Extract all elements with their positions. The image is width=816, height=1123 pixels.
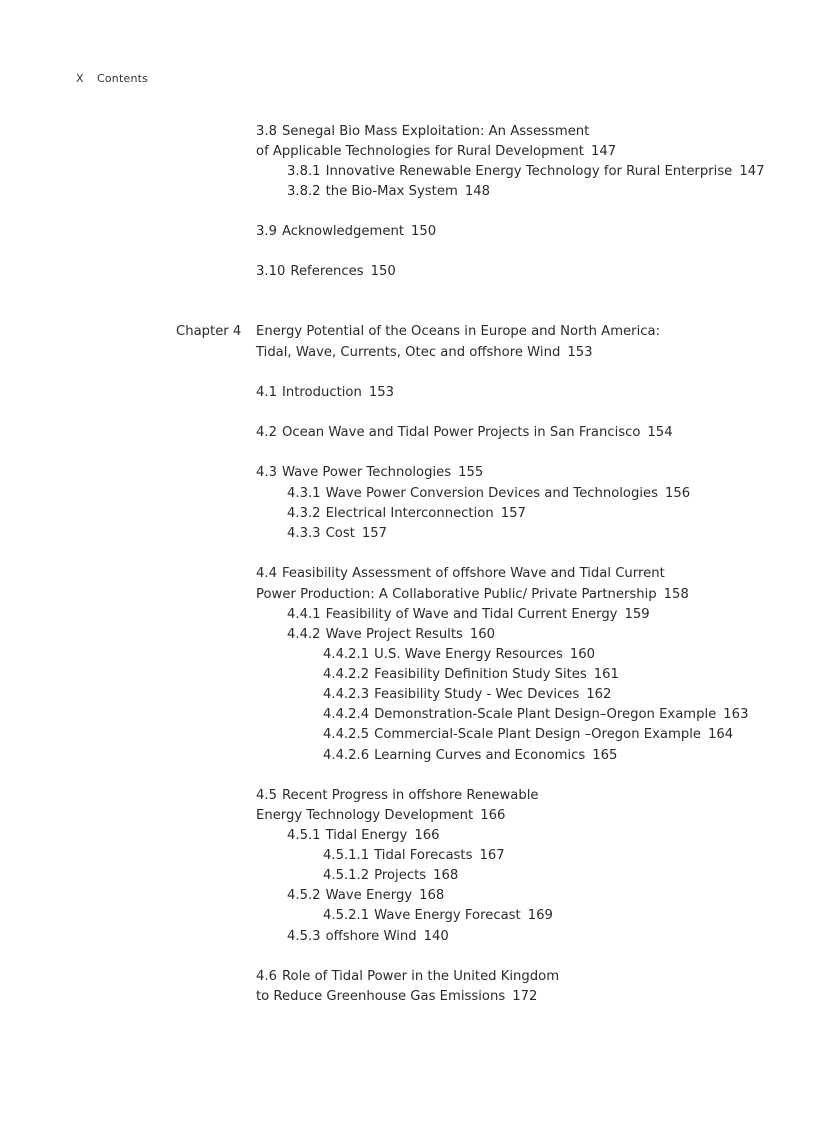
toc-entry: 3.8.2 the Bio-Max System 148 xyxy=(287,184,490,199)
running-title: Contents xyxy=(97,72,149,85)
toc-entry: 3.10 References 150 xyxy=(256,264,396,279)
toc-entry: 4.3.2 Electrical Interconnection 157 xyxy=(287,506,526,521)
toc-entry: 3.8 Senegal Bio Mass Exploitation: An Assessment xyxy=(256,124,590,139)
toc-entry: 4.4 Feasibility Assessment of offshore Wave and Tidal Current xyxy=(256,566,665,581)
toc-entry: 3.9 Acknowledgement 150 xyxy=(256,224,437,239)
toc-entry: 4.3 Wave Power Technologies 155 xyxy=(256,465,484,480)
toc-entry: 4.3.3 Cost 157 xyxy=(287,526,388,541)
toc-entry: 4.5.1.2 Projects 168 xyxy=(323,868,459,883)
toc-entry: 4.4.2.4 Demonstration-Scale Plant Design–Oregon Example 163 xyxy=(323,707,749,722)
chapter-title: Tidal, Wave, Currents, Otec and offshore Wind 153 xyxy=(256,345,593,360)
toc-entry: 4.5.2 Wave Energy 168 xyxy=(287,888,445,903)
chapter-title: Energy Potential of the Oceans in Europe and North America: xyxy=(256,324,661,339)
toc-entry: 4.4.2.6 Learning Curves and Economics 165 xyxy=(323,748,618,763)
toc-entry: 4.3.1 Wave Power Conversion Devices and Technologies 156 xyxy=(287,486,691,501)
toc-entry: 4.4.2.2 Feasibility Definition Study Sites 161 xyxy=(323,667,619,682)
toc-entry: Energy Technology Development 166 xyxy=(256,808,506,823)
toc-entry: 4.2 Ocean Wave and Tidal Power Projects in San Francisco 154 xyxy=(256,425,673,440)
toc-entry: 4.6 Role of Tidal Power in the United Kingdom xyxy=(256,969,560,984)
toc-entry: 4.4.2.1 U.S. Wave Energy Resources 160 xyxy=(323,647,596,662)
toc-entry: 4.4.2 Wave Project Results 160 xyxy=(287,627,496,642)
toc-entry: 4.4.1 Feasibility of Wave and Tidal Current Energy 159 xyxy=(287,607,650,622)
toc-entry: 4.5.3 offshore Wind 140 xyxy=(287,929,449,944)
toc-entry: 4.5.1.1 Tidal Forecasts 167 xyxy=(323,848,505,863)
page-number: X xyxy=(76,72,84,85)
toc-entry: of Applicable Technologies for Rural Development 147 xyxy=(256,144,617,159)
toc-entry: 4.5.2.1 Wave Energy Forecast 169 xyxy=(323,908,553,923)
toc-entry: 4.4.2.3 Feasibility Study - Wec Devices 162 xyxy=(323,687,612,702)
chapter-label: Chapter 4 xyxy=(176,324,242,339)
toc-entry: to Reduce Greenhouse Gas Emissions 172 xyxy=(256,989,538,1004)
toc-entry: 4.5 Recent Progress in offshore Renewable xyxy=(256,788,539,803)
toc-entry: 4.1 Introduction 153 xyxy=(256,385,395,400)
toc-entry: 3.8.1 Innovative Renewable Energy Technology for Rural Enterprise 147 xyxy=(287,164,765,179)
toc-entry: 4.5.1 Tidal Energy 166 xyxy=(287,828,440,843)
toc-entry: 4.4.2.5 Commercial-Scale Plant Design –Oregon Example 164 xyxy=(323,727,734,742)
toc-entry: Power Production: A Collaborative Public/ Private Partnership 158 xyxy=(256,587,689,602)
